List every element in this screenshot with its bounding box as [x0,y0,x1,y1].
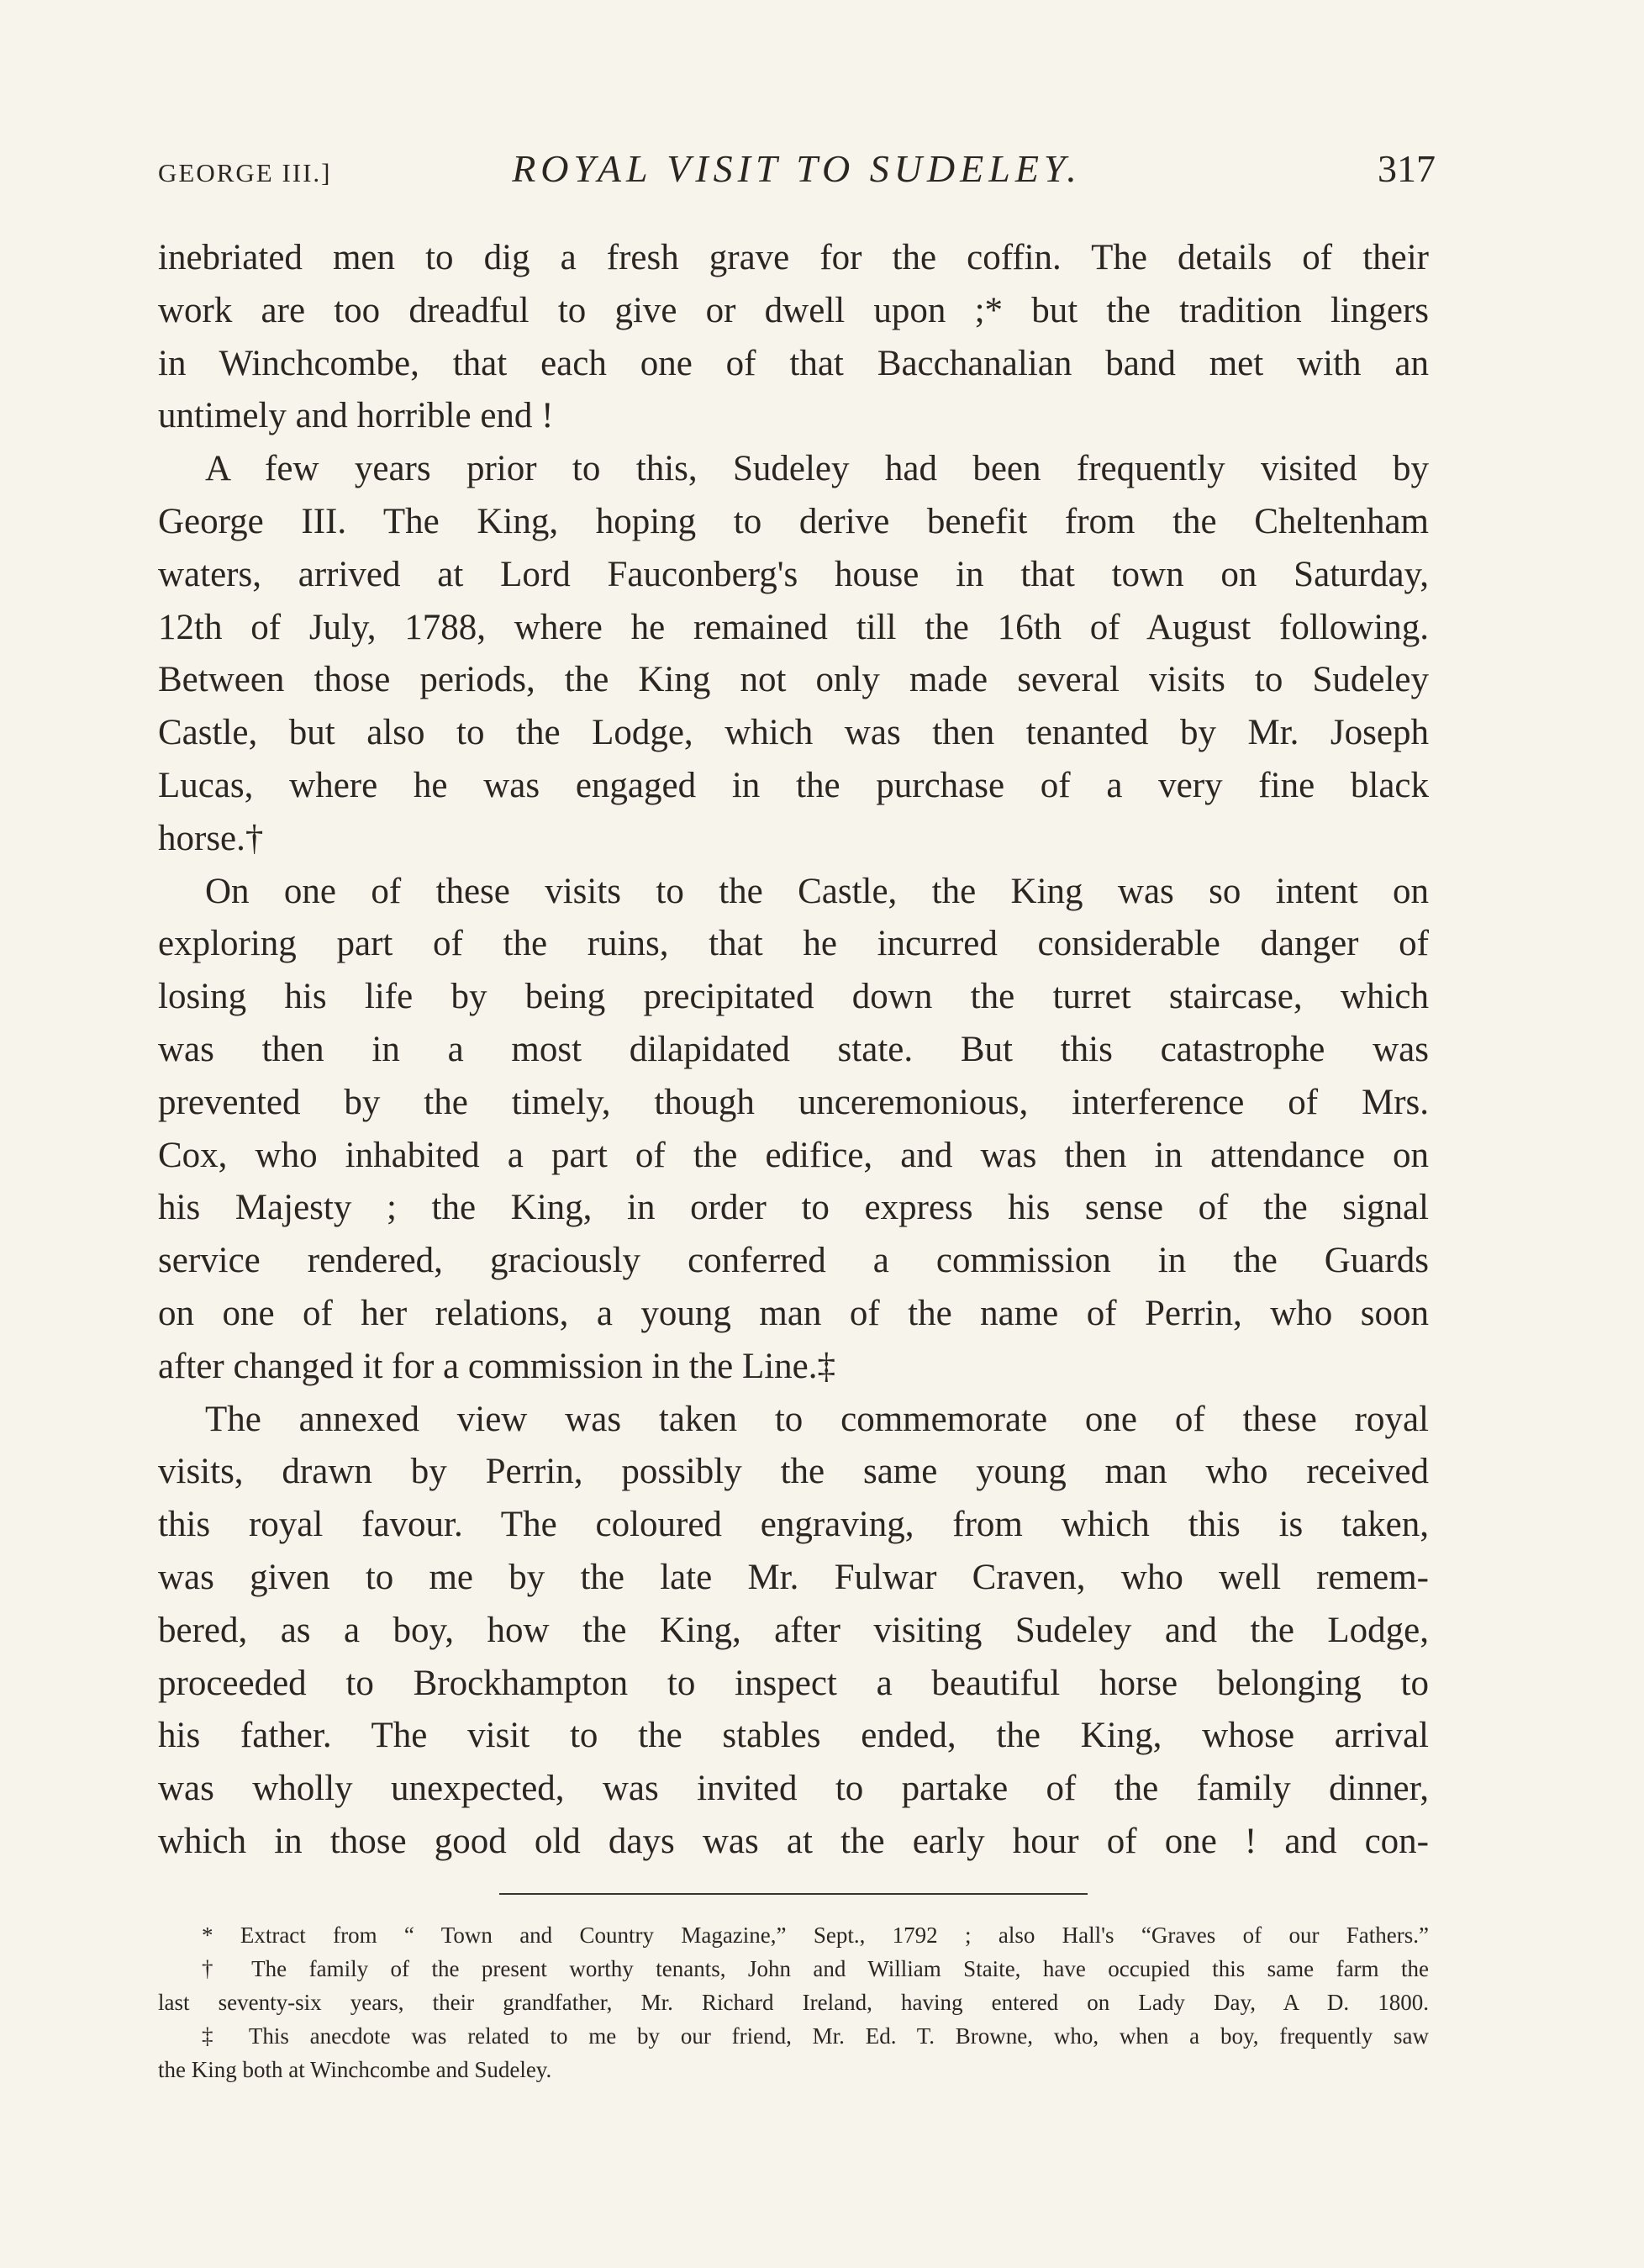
running-header [158,141,1436,200]
body-line: which in those good old days was at the early hour of one ! and con- [158,1821,1429,1861]
body-line: On one of these visits to the Castle, the King was so intent on [205,871,1429,911]
body-line: Lucas, where he was engaged in the purchase of a very fine black [158,765,1429,805]
body-line: 12th of July, 1788, where he remained till the 16th of August following. [158,607,1429,647]
body-line: work are too dreadful to give or dwell upon ;* but the tradition lingers [158,290,1429,330]
body-line: on one of her relations, a young man of the name of Perrin, who soon [158,1293,1429,1333]
body-line: was given to me by the late Mr. Fulwar Craven, who well remem- [158,1557,1429,1597]
body-line: service rendered, graciously conferred a commission in the Guards [158,1241,1429,1281]
page-number: 317 [1378,147,1436,190]
footnote-line: the King both at Winchcombe and Sudeley. [158,2057,552,2082]
body-line: Between those periods, the King not only made several visits to Sudeley [158,660,1429,700]
footnote-line: † The family of the present worthy tenants, John and William Staite, have occupied this same farm the [202,1956,1429,1981]
body-line: The annexed view was taken to commemorate one of these royal [205,1399,1429,1439]
page-title: ROYAL VISIT TO SUDELEY. [512,147,1082,190]
body-line: his Majesty ; the King, in order to express his sense of the signal [158,1188,1429,1228]
body-line: his father. The visit to the stables ended, the King, whose arrival [158,1716,1429,1756]
body-line: A few years prior to this, Sudeley had been frequently visited by [205,449,1429,489]
header-chapter: GEORGE III.] [158,158,332,187]
body-line: this royal favour. The coloured engraving, from which this is taken, [158,1505,1429,1545]
body-line: was wholly unexpected, was invited to partake of the family dinner, [158,1769,1429,1809]
body-line: prevented by the timely, though unceremonious, interference of Mrs. [158,1082,1429,1122]
body-line: waters, arrived at Lord Fauconberg's house in that town on Saturday, [158,554,1429,594]
footnotes [158,1918,1429,2086]
body-line: Cox, who inhabited a part of the edifice, and was then in attendance on [158,1135,1429,1175]
body-line: was then in a most dilapidated state. But this catastrophe was [158,1029,1429,1069]
body-line: untimely and horrible end ! [158,396,554,436]
body-line: after changed it for a commission in the Line.‡ [158,1346,835,1386]
footnote-line: ‡ This anecdote was related to me by our friend, Mr. Ed. T. Browne, who, when a boy, frequently saw [202,2023,1429,2049]
body-line: bered, as a boy, how the King, after visiting Sudeley and the Lodge, [158,1610,1429,1650]
body-line: George III. The King, hoping to derive benefit from the Cheltenham [158,501,1429,541]
body-line: inebriated men to dig a fresh grave for the coffin. The details of their [158,238,1429,277]
body-line: in Winchcombe, that each one of that Bacchanalian band met with an [158,343,1429,383]
footnote-line: * Extract from “ Town and Country Magazine,” Sept., 1792 ; also Hall's “Graves of our Fathers.” [202,1923,1429,1948]
body-line: Castle, but also to the Lodge, which was then tenanted by Mr. Joseph [158,713,1429,753]
body-line: horse.† [158,818,264,858]
body-line: losing his life by being precipitated down the turret staircase, which [158,977,1429,1017]
body-text [158,232,1429,1869]
body-line: proceeded to Brockhampton to inspect a beautiful horse belonging to [158,1663,1429,1703]
footnote-divider [499,1893,1088,1895]
body-line: visits, drawn by Perrin, possibly the same young man who received [158,1452,1429,1492]
body-line: exploring part of the ruins, that he incurred considerable danger of [158,924,1429,964]
footnote-line: last seventy-six years, their grandfather, Mr. Richard Ireland, having entered on Lady Day, A D. 1800. [158,1990,1429,2015]
